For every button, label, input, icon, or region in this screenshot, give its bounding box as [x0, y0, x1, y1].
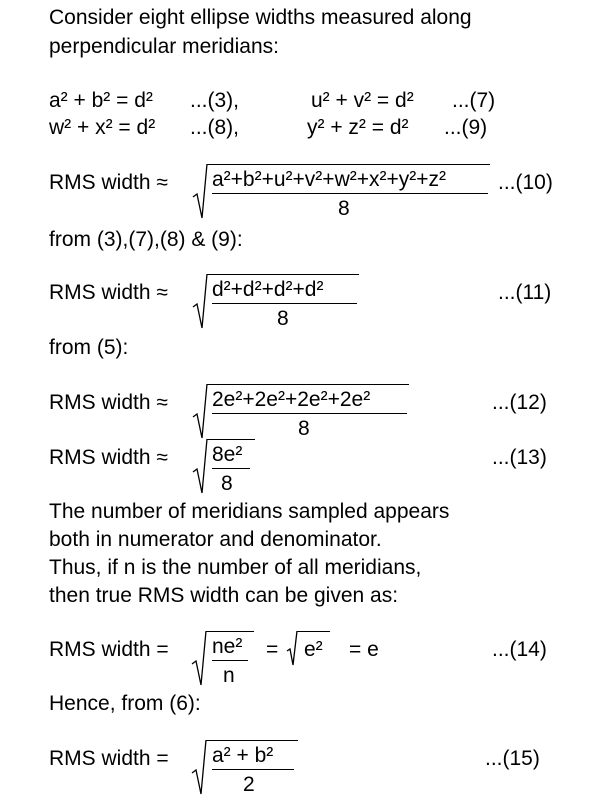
equation-13-number: ...(13)	[492, 446, 547, 469]
radical-vinculum	[206, 740, 298, 741]
equation-15-numerator: a² + b²	[212, 744, 274, 767]
fraction-bar	[212, 660, 248, 661]
equation-15-lhs: RMS width =	[49, 747, 169, 770]
equation-3: a² + b² = d²	[49, 89, 153, 112]
equation-13-numerator: 8e²	[212, 443, 243, 466]
paragraph-line-2: both in numerator and denominator.	[49, 528, 382, 551]
equation-14-number: ...(14)	[492, 638, 547, 661]
fraction-bar	[212, 413, 407, 414]
radical-vinculum	[206, 631, 254, 632]
fraction-bar	[212, 303, 357, 304]
equation-14-equals-1: =	[266, 638, 279, 661]
equation-11-lhs: RMS width ≈	[49, 281, 168, 304]
equation-10-numerator: a²+b²+u²+v²+w²+x²+y²+z²	[212, 168, 446, 191]
equation-15-denominator: 2	[243, 773, 255, 796]
fraction-bar	[212, 468, 250, 469]
from-5-text: from (5):	[49, 336, 129, 359]
equation-12-numerator: 2e²+2e²+2e²+2e²	[212, 388, 371, 411]
equation-14-root-e-squared: e²	[304, 638, 323, 661]
radical-sign-icon	[193, 439, 207, 499]
equation-13-lhs: RMS width ≈	[49, 446, 168, 469]
radical-sign-icon	[192, 740, 206, 800]
equation-12-denominator: 8	[298, 417, 310, 440]
equation-14-lhs: RMS width =	[49, 638, 169, 661]
equation-8-number: ...(8),	[190, 116, 240, 139]
intro-line-2: perpendicular meridians:	[49, 35, 279, 58]
paragraph-line-3: Thus, if n is the number of all meridians,	[49, 556, 422, 579]
equation-15-number: ...(15)	[485, 747, 540, 770]
equation-12-number: ...(12)	[492, 391, 547, 414]
paragraph-line-4: then true RMS width can be given as:	[49, 584, 399, 607]
radical-vinculum	[207, 384, 409, 385]
equation-11-denominator: 8	[277, 307, 289, 330]
radical-vinculum	[297, 631, 330, 632]
radical-sign-icon	[192, 631, 206, 691]
equation-10-lhs: RMS width ≈	[49, 171, 168, 194]
radical-vinculum	[207, 439, 255, 440]
equation-7-number: ...(7)	[452, 89, 496, 112]
equation-14-equals-e: = e	[349, 638, 379, 661]
equation-10-denominator: 8	[338, 197, 350, 220]
radical-sign-icon	[287, 631, 297, 671]
radical-sign-icon	[193, 274, 207, 334]
equation-8: w² + x² = d²	[49, 116, 156, 139]
paragraph-line-1: The number of meridians sampled appears	[49, 500, 450, 523]
radical-vinculum	[207, 274, 359, 275]
equation-13-denominator: 8	[221, 472, 233, 495]
equation-12-lhs: RMS width ≈	[49, 391, 168, 414]
equation-9-number: ...(9)	[444, 116, 488, 139]
equation-11-number: ...(11)	[498, 281, 552, 304]
equation-14-numerator: ne²	[212, 635, 243, 658]
equation-3-number: ...(3),	[190, 89, 240, 112]
radical-sign-icon	[193, 384, 207, 444]
hence-text: Hence, from (6):	[49, 692, 201, 715]
equation-9: y² + z² = d²	[307, 116, 409, 139]
fraction-bar	[212, 769, 294, 770]
equation-14-denominator: n	[223, 664, 235, 687]
radical-vinculum	[207, 164, 490, 165]
equation-10-number: ...(10)	[498, 171, 553, 194]
from-3-7-8-9-text: from (3),(7),(8) & (9):	[49, 228, 243, 251]
fraction-bar	[212, 193, 488, 194]
equation-7: u² + v² = d²	[311, 89, 414, 112]
intro-line-1: Consider eight ellipse widths measured along	[49, 6, 472, 29]
radical-sign-icon	[193, 164, 207, 224]
equation-11-numerator: d²+d²+d²+d²	[212, 278, 324, 301]
